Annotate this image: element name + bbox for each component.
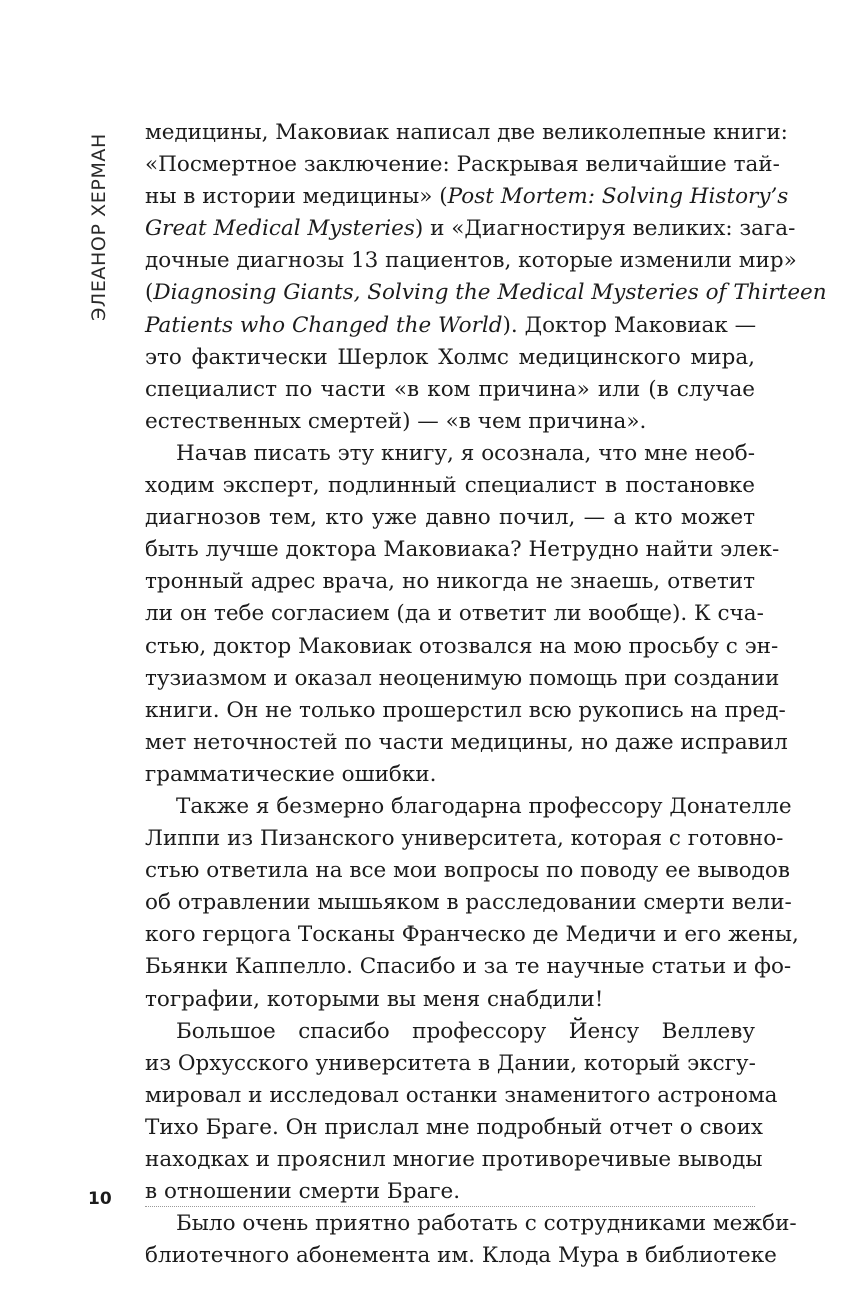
page-number: 10 xyxy=(88,1189,112,1209)
running-head xyxy=(80,124,118,330)
text-line: тронный адрес врача, но никогда не знаешь, ответит xyxy=(145,569,755,595)
text-line: мировал и исследовал останки знаменитого астронома xyxy=(145,1082,778,1108)
text-line: диагнозов тем, кто уже давно почил, — а кто может xyxy=(145,505,755,531)
text-line: ли он тебе согласием (да и ответит ли вообще). К сча- xyxy=(145,601,764,627)
italic-title: Great Medical Mysteries xyxy=(145,216,415,242)
italic-title: Patients who Changed the World xyxy=(145,312,503,338)
text-line: стью ответила на все мои вопросы по поводу ее выводов xyxy=(145,858,790,884)
text-line: это фактически Шерлок Холмс медицинского мира, xyxy=(145,344,755,370)
text-line: (Diagnosing Giants, Solving the Medical Mysteries of Thirteen xyxy=(145,280,827,306)
text-line: дочные диагнозы 13 пациентов, которые изменили мир» xyxy=(145,248,797,274)
text-line: об отравлении мышьяком в расследовании смерти вели- xyxy=(145,890,792,916)
text-line: Тихо Браге. Он прислал мне подробный отчет о своих xyxy=(145,1114,764,1140)
text-line: медицины, Маковиак написал две великолепные книги: xyxy=(145,120,788,145)
text-line: тузиазмом и оказал неоценимую помощь при создании xyxy=(145,665,780,691)
text-line: Было очень приятно работать с сотрудниками межби- xyxy=(176,1211,797,1237)
text-line: грамматические ошибки. xyxy=(145,761,437,787)
footer-dotted-rule xyxy=(145,1206,755,1207)
text-line: кого герцога Тосканы Франческо де Медичи и его жены, xyxy=(145,922,799,948)
text-line: в отношении смерти Браге. xyxy=(145,1179,461,1205)
text-line: Липпи из Пизанского университета, которая с готовно- xyxy=(145,826,784,852)
italic-title: Post Mortem: Solving History’s xyxy=(447,184,789,210)
text-line: находках и прояснил многие противоречивые выводы xyxy=(145,1147,763,1172)
text-line: Начав писать эту книгу, я осознала, что мне необ- xyxy=(176,440,755,466)
body-text xyxy=(145,117,827,1272)
text-line: Большое спасибо профессору Йенсу Веллеву xyxy=(176,1018,755,1044)
author-running-head: ЭЛЕАНОР ХЕРМАН xyxy=(88,133,111,321)
text-line: блиотечного абонемента им. Клода Мура в библиотеке xyxy=(145,1243,777,1269)
text-line: ходим эксперт, подлинный специалист в постановке xyxy=(145,473,755,499)
text-line: специалист по части «в ком причина» или (в случае xyxy=(145,376,755,402)
text-line: быть лучше доктора Маковиака? Нетрудно найти элек- xyxy=(145,537,780,563)
text-line: стью, доктор Маковиак отозвался на мою просьбу с эн- xyxy=(145,633,779,659)
text-line: «Посмертное заключение: Раскрывая величайшие тай- xyxy=(145,152,780,178)
text-line: Бьянки Каппелло. Спасибо и за те научные статьи и фо- xyxy=(145,954,792,980)
text-line: из Орхусского университета в Дании, который эксгу- xyxy=(145,1050,756,1076)
italic-title: Diagnosing Giants, Solving the Medical Mysteries of Thirteen xyxy=(153,280,827,306)
text-line: тографии, которыми вы меня снабдили! xyxy=(145,986,604,1012)
text-line: мет неточностей по части медицины, но даже исправил xyxy=(145,729,788,755)
text-line: Patients who Changed the World). Доктор Маковиак — xyxy=(145,312,757,338)
text-line: естественных смертей) — «в чем причина». xyxy=(145,408,647,434)
text-line: книги. Он не только прошерстил всю рукопись на пред- xyxy=(145,697,786,723)
text-line: ны в истории медицины» (Post Mortem: Solving History’s xyxy=(145,184,789,210)
text-line: Great Medical Mysteries) и «Диагностируя великих: зага- xyxy=(145,216,796,242)
text-line: Также я безмерно благодарна профессору Донателле xyxy=(176,793,792,819)
